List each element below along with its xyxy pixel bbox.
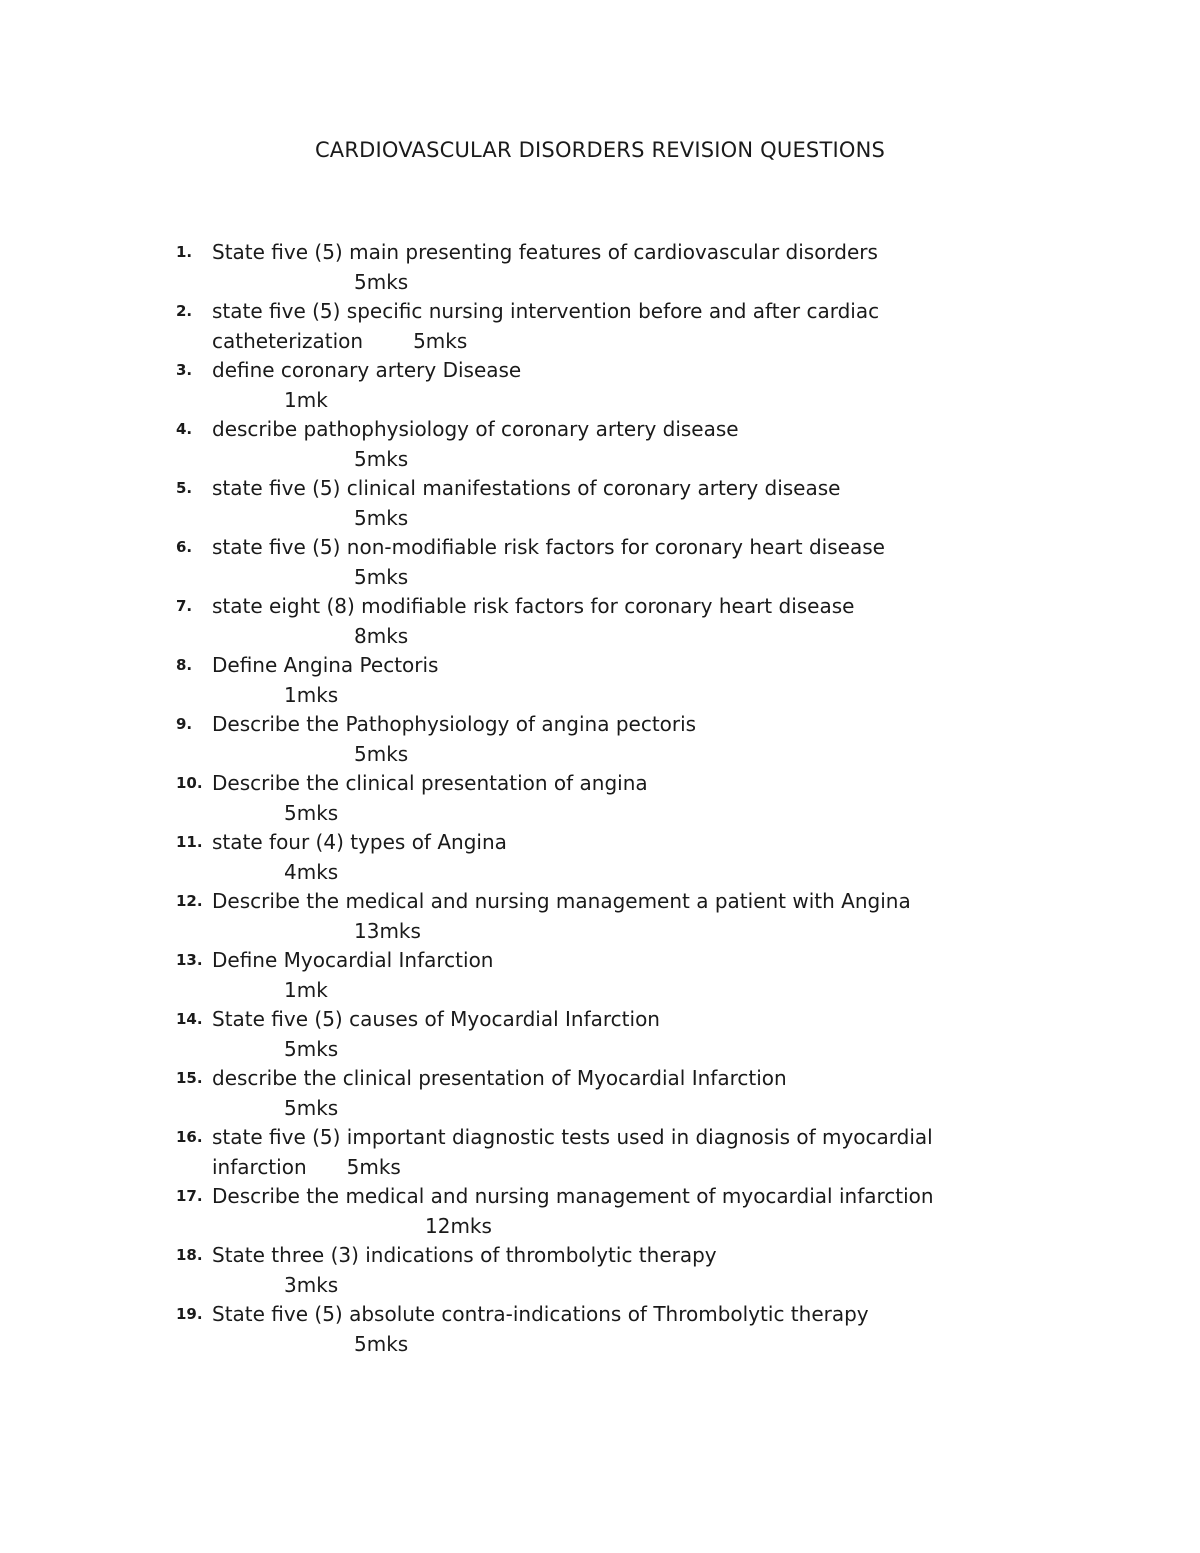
question-number: 14. (176, 1010, 203, 1028)
question-marks: 8mks (354, 623, 409, 648)
question-marks: 5mks (354, 1331, 409, 1356)
question-text: Define Myocardial Infarction (212, 948, 494, 972)
question-text-line2: infarction (212, 1154, 307, 1179)
question-text: define coronary artery Disease (212, 358, 522, 382)
question-text: State five (5) main presenting features of cardiovascular disorders (212, 240, 878, 264)
question-number: 19. (176, 1305, 203, 1323)
question-text: state five (5) specific nursing intervention before and after cardiac (212, 299, 880, 323)
question-number: 12. (176, 892, 203, 910)
question-list (0, 238, 1200, 1359)
question-marks: 1mk (284, 387, 328, 412)
question-marks: 5mks (354, 741, 409, 766)
question-number: 3. (176, 361, 193, 379)
question-item (0, 887, 1200, 946)
question-marks: 5mks (346, 1154, 401, 1179)
question-item (0, 1123, 1200, 1182)
question-number: 7. (176, 597, 193, 615)
question-text: Describe the medical and nursing management a patient with Angina (212, 889, 911, 913)
question-number: 16. (176, 1128, 203, 1146)
question-text: State five (5) causes of Myocardial Infarction (212, 1007, 660, 1031)
question-text: state five (5) clinical manifestations of coronary artery disease (212, 476, 841, 500)
question-marks: 13mks (354, 918, 421, 943)
question-number: 2. (176, 302, 193, 320)
question-number: 9. (176, 715, 193, 733)
question-text-line2: catheterization (212, 328, 364, 353)
question-item (0, 297, 1200, 356)
question-marks: 5mks (354, 505, 409, 530)
question-item (0, 1064, 1200, 1123)
question-item (0, 651, 1200, 710)
question-text: State five (5) absolute contra-indications of Thrombolytic therapy (212, 1302, 869, 1326)
question-text: Describe the clinical presentation of angina (212, 771, 648, 795)
question-number: 4. (176, 420, 193, 438)
question-marks: 5mks (284, 1036, 339, 1061)
question-item (0, 1300, 1200, 1359)
question-text: describe the clinical presentation of Myocardial Infarction (212, 1066, 787, 1090)
question-text: state five (5) non-modifiable risk factors for coronary heart disease (212, 535, 885, 559)
question-marks: 4mks (284, 859, 339, 884)
question-number: 8. (176, 656, 193, 674)
question-item (0, 474, 1200, 533)
question-number: 6. (176, 538, 193, 556)
question-text: describe pathophysiology of coronary artery disease (212, 417, 739, 441)
question-text: Describe the medical and nursing management of myocardial infarction (212, 1184, 934, 1208)
question-number: 1. (176, 243, 193, 261)
question-item (0, 769, 1200, 828)
question-item (0, 946, 1200, 1005)
question-marks: 1mk (284, 977, 328, 1002)
question-item (0, 1241, 1200, 1300)
question-text: state eight (8) modifiable risk factors for coronary heart disease (212, 594, 855, 618)
question-marks: 1mks (284, 682, 339, 707)
question-text: State three (3) indications of thrombolytic therapy (212, 1243, 717, 1267)
question-marks: 5mks (413, 328, 468, 353)
question-text: Define Angina Pectoris (212, 653, 439, 677)
document-title: CARDIOVASCULAR DISORDERS REVISION QUESTIONS (314, 138, 886, 162)
question-item (0, 710, 1200, 769)
question-marks: 5mks (354, 446, 409, 471)
question-text-continued (212, 327, 1012, 357)
question-text: Describe the Pathophysiology of angina pectoris (212, 712, 697, 736)
question-item (0, 238, 1200, 297)
question-text: state four (4) types of Angina (212, 830, 507, 854)
question-marks: 5mks (284, 1095, 339, 1120)
question-marks: 5mks (284, 800, 339, 825)
question-number: 15. (176, 1069, 203, 1087)
question-marks: 5mks (354, 269, 409, 294)
question-marks: 12mks (425, 1213, 492, 1238)
question-item (0, 1182, 1200, 1241)
question-number: 10. (176, 774, 203, 792)
question-marks: 3mks (284, 1272, 339, 1297)
question-item (0, 828, 1200, 887)
question-text-continued (212, 1153, 1012, 1183)
question-number: 5. (176, 479, 193, 497)
question-item (0, 533, 1200, 592)
question-number: 18. (176, 1246, 203, 1264)
question-item (0, 356, 1200, 415)
question-number: 11. (176, 833, 203, 851)
question-number: 13. (176, 951, 203, 969)
question-item (0, 592, 1200, 651)
question-item (0, 415, 1200, 474)
question-number: 17. (176, 1187, 203, 1205)
question-marks: 5mks (354, 564, 409, 589)
question-text: state five (5) important diagnostic tests used in diagnosis of myocardial (212, 1125, 933, 1149)
question-item (0, 1005, 1200, 1064)
